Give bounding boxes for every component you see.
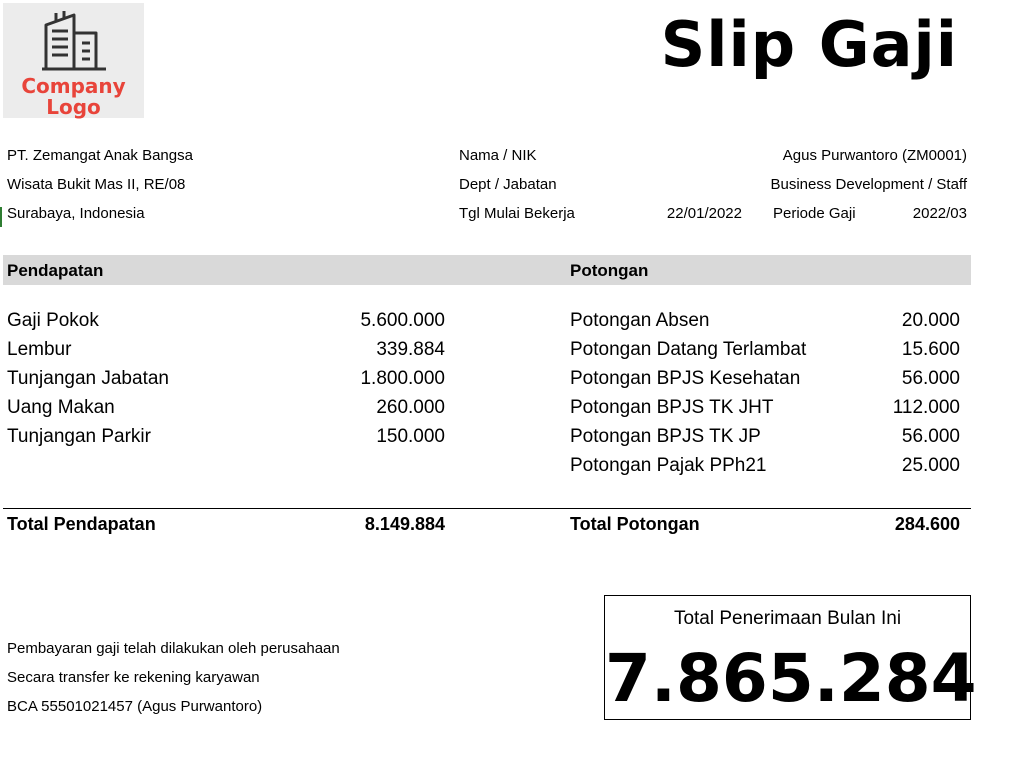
period-label: Periode Gaji [773, 205, 856, 222]
deduction-item-label: Potongan BPJS Kesehatan [570, 368, 801, 389]
start-date-value: 22/01/2022 [666, 205, 742, 222]
name-label: Nama / NIK [459, 147, 537, 164]
company-logo [3, 3, 144, 118]
deduction-item-label: Potongan Pajak PPh21 [570, 455, 767, 476]
name-value: Agus Purwantoro (ZM0001) [782, 147, 967, 164]
net-pay-value: 7.865.284 [605, 640, 977, 717]
deductions-total-label: Total Potongan [570, 514, 700, 534]
period-value: 2022/03 [912, 205, 967, 222]
income-item-value: 260.000 [376, 397, 445, 418]
totals-divider [3, 508, 971, 509]
deduction-item-label: Potongan Absen [570, 310, 710, 331]
company-city: Surabaya, Indonesia [7, 205, 145, 222]
income-item-label: Gaji Pokok [7, 310, 99, 331]
deduction-item-label: Potongan BPJS TK JHT [570, 397, 774, 418]
income-total-value: 8.149.884 [364, 514, 445, 534]
net-pay-label: Total Penerimaan Bulan Ini [673, 608, 902, 629]
income-item-label: Tunjangan Jabatan [7, 368, 169, 389]
start-date-label: Tgl Mulai Bekerja [459, 205, 575, 222]
dept-value: Business Development / Staff [770, 176, 967, 193]
income-item-value: 1.800.000 [360, 368, 445, 389]
deduction-item-value: 15.600 [901, 339, 960, 360]
income-item-label: Uang Makan [7, 397, 115, 418]
deduction-item-value: 25.000 [901, 455, 960, 476]
deductions-total-value: 284.600 [894, 514, 960, 534]
page-title: Slip Gaji [660, 8, 958, 81]
income-total-label: Total Pendapatan [7, 514, 156, 534]
income-item-label: Lembur [7, 339, 72, 360]
income-item-value: 339.884 [376, 339, 445, 360]
deduction-item-value: 20.000 [901, 310, 960, 331]
deduction-item-value: 112.000 [892, 397, 960, 418]
payment-note: Secara transfer ke rekening karyawan [7, 669, 260, 686]
income-item-label: Tunjangan Parkir [7, 426, 151, 447]
company-name: PT. Zemangat Anak Bangsa [7, 147, 193, 164]
income-header: Pendapatan [7, 261, 104, 280]
cell-selection-marker [0, 207, 2, 227]
deduction-item-value: 56.000 [901, 426, 960, 447]
payment-note: Pembayaran gaji telah dilakukan oleh perusahaan [7, 640, 340, 657]
company-address: Wisata Bukit Mas II, RE/08 [7, 176, 186, 193]
deductions-header: Potongan [570, 261, 649, 280]
net-pay-box [604, 595, 977, 720]
deduction-item-value: 56.000 [901, 368, 960, 389]
dept-label: Dept / Jabatan [459, 176, 557, 193]
deduction-item-label: Potongan Datang Terlambat [570, 339, 807, 360]
income-item-value: 5.600.000 [360, 310, 445, 331]
building-icon [40, 9, 108, 73]
income-item-value: 150.000 [376, 426, 445, 447]
deduction-item-label: Potongan BPJS TK JP [570, 426, 761, 447]
section-header-band [3, 255, 971, 285]
logo-text: Company Logo [21, 74, 126, 119]
bank-account-note: BCA 55501021457 (Agus Purwantoro) [7, 698, 263, 715]
